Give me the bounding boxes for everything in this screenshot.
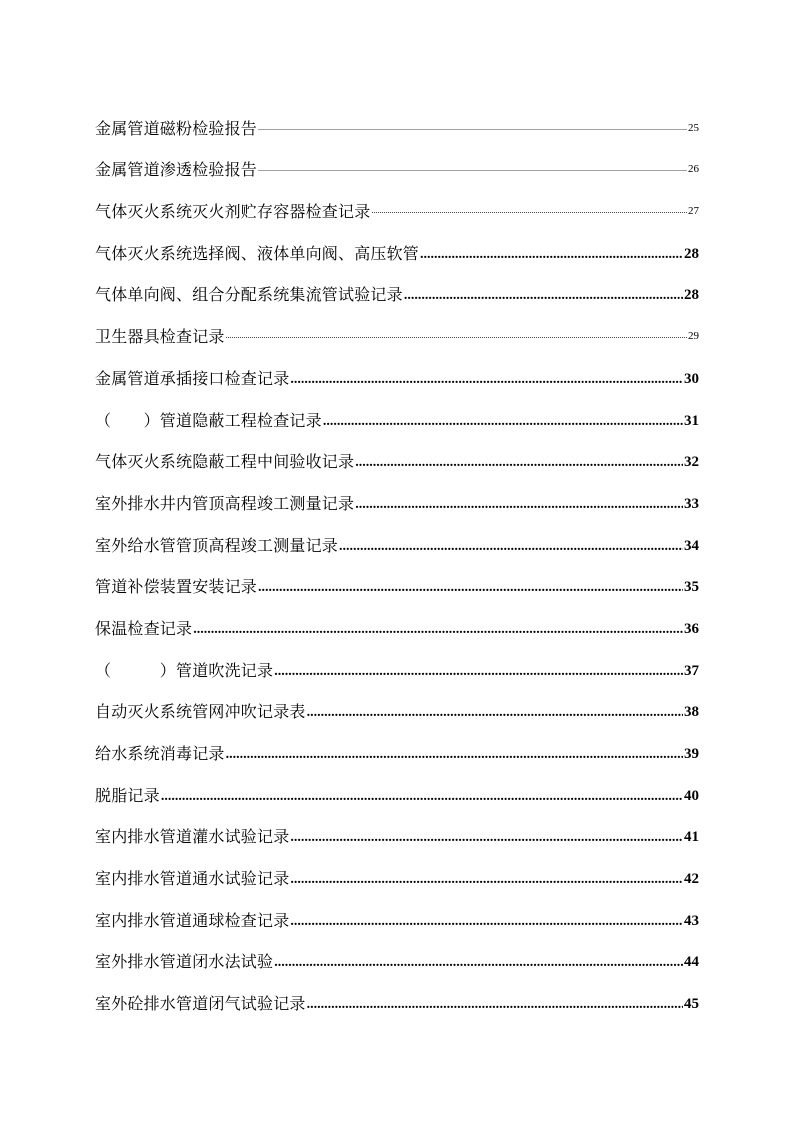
toc-dot-leader (404, 289, 683, 303)
toc-entry[interactable] (95, 180, 699, 222)
toc-dot-leader (161, 790, 683, 804)
toc-page-number: 27 (688, 205, 699, 218)
toc-page-number: 39 (684, 746, 699, 762)
toc-entry-title: （ ）管道隐蔽工程检查记录 (95, 410, 322, 430)
toc-entry[interactable] (95, 806, 699, 848)
toc-dot-leader (258, 121, 687, 135)
toc-dot-leader (193, 623, 683, 637)
toc-page-number: 29 (688, 330, 699, 343)
toc-entry-title: 室外排水管道闭水法试验 (95, 952, 274, 972)
toc-dot-leader (420, 248, 683, 262)
toc-page-number: 36 (684, 620, 699, 637)
toc-dot-leader (258, 162, 687, 176)
toc-dot-leader (290, 915, 683, 929)
toc-entry[interactable] (95, 347, 699, 389)
toc-entry[interactable] (95, 514, 699, 556)
toc-entry[interactable] (95, 305, 699, 347)
toc-entry[interactable] (95, 431, 699, 473)
toc-page-number: 33 (684, 495, 699, 512)
toc-dot-leader (355, 498, 683, 512)
toc-entry-title: 保温检查记录 (95, 618, 193, 638)
toc-entry-title: 金属管道渗透检验报告 (95, 160, 258, 180)
toc-entry[interactable] (95, 389, 699, 431)
toc-entry-title: 气体单向阀、组合分配系统集流管试验记录 (95, 285, 403, 305)
toc-page-number: 32 (684, 454, 699, 471)
toc-page-number: 37 (684, 662, 699, 679)
toc-page-number: 44 (684, 954, 699, 971)
toc-entry[interactable] (95, 472, 699, 514)
toc-dot-leader (274, 665, 683, 679)
toc-entry[interactable] (95, 97, 699, 139)
toc-entry[interactable] (95, 889, 699, 931)
toc-page-number: 25 (688, 121, 699, 134)
toc-entry-title: 室外给水管管顶高程竣工测量记录 (95, 535, 339, 555)
toc-entry-title: 室内排水管道灌水试验记录 (95, 827, 290, 847)
toc-page-number: 34 (684, 537, 699, 554)
toc-entry-title: 室内排水管道通球检查记录 (95, 910, 290, 930)
toc-dot-leader (290, 831, 683, 845)
toc-page-number: 45 (684, 996, 699, 1013)
toc-page-number: 28 (684, 287, 699, 304)
toc-dot-leader (274, 956, 683, 970)
toc-entry-title: 自动灭火系统管网冲吹记录表 (95, 702, 306, 722)
toc-entry[interactable] (95, 847, 699, 889)
toc-dot-leader (226, 748, 683, 762)
toc-entry[interactable] (95, 264, 699, 306)
toc-dot-leader (355, 456, 683, 470)
toc-entry[interactable] (95, 764, 699, 806)
toc-dot-leader (339, 540, 683, 554)
toc-page-number: 43 (684, 912, 699, 929)
toc-entry-title: 卫生器具检查记录 (95, 327, 225, 347)
toc-page-number: 30 (684, 370, 699, 387)
toc-entry-title: 气体灭火系统选择阀、液体单向阀、高压软管 (95, 243, 420, 263)
toc-entry-title: 室外排水井内管顶高程竣工测量记录 (95, 493, 355, 513)
toc-dot-leader (290, 373, 683, 387)
toc-entry-title: （ ）管道吹洗记录 (95, 660, 274, 680)
table-of-contents (95, 97, 699, 1014)
toc-entry[interactable] (95, 722, 699, 764)
toc-dot-leader (307, 998, 683, 1012)
toc-dot-leader (307, 706, 683, 720)
toc-entry-title: 室外砼排水管道闭气试验记录 (95, 994, 306, 1014)
toc-entry[interactable] (95, 972, 699, 1014)
toc-entry[interactable] (95, 556, 699, 598)
toc-page-number: 28 (684, 245, 699, 262)
toc-entry-title: 脱脂记录 (95, 785, 160, 805)
toc-entry[interactable] (95, 139, 699, 181)
toc-entry[interactable] (95, 681, 699, 723)
toc-dot-leader (323, 415, 683, 429)
toc-entry[interactable] (95, 639, 699, 681)
toc-entry-title: 金属管道承插接口检查记录 (95, 368, 290, 388)
toc-dot-leader (226, 329, 687, 343)
toc-page-number: 31 (684, 412, 699, 429)
toc-page-number: 38 (684, 704, 699, 721)
toc-entry-title: 气体灭火系统灭火剂贮存容器检查记录 (95, 202, 371, 222)
toc-entry[interactable] (95, 597, 699, 639)
toc-page-number: 41 (684, 829, 699, 846)
toc-entry-title: 给水系统消毒记录 (95, 744, 225, 763)
toc-entry-title: 气体灭火系统隐蔽工程中间验收记录 (95, 452, 355, 472)
toc-page-number: 42 (684, 871, 699, 888)
toc-dot-leader (371, 204, 687, 218)
toc-entry-title: 室内排水管道通水试验记录 (95, 869, 290, 889)
toc-entry-title: 金属管道磁粉检验报告 (95, 118, 258, 138)
toc-page-number: 26 (688, 163, 699, 176)
toc-dot-leader (258, 581, 683, 595)
toc-dot-leader (290, 873, 683, 887)
toc-entry[interactable] (95, 931, 699, 973)
toc-entry[interactable] (95, 222, 699, 264)
toc-page-number: 35 (684, 579, 699, 596)
toc-page-number: 40 (684, 787, 699, 804)
toc-entry-title: 管道补偿装置安装记录 (95, 577, 258, 597)
